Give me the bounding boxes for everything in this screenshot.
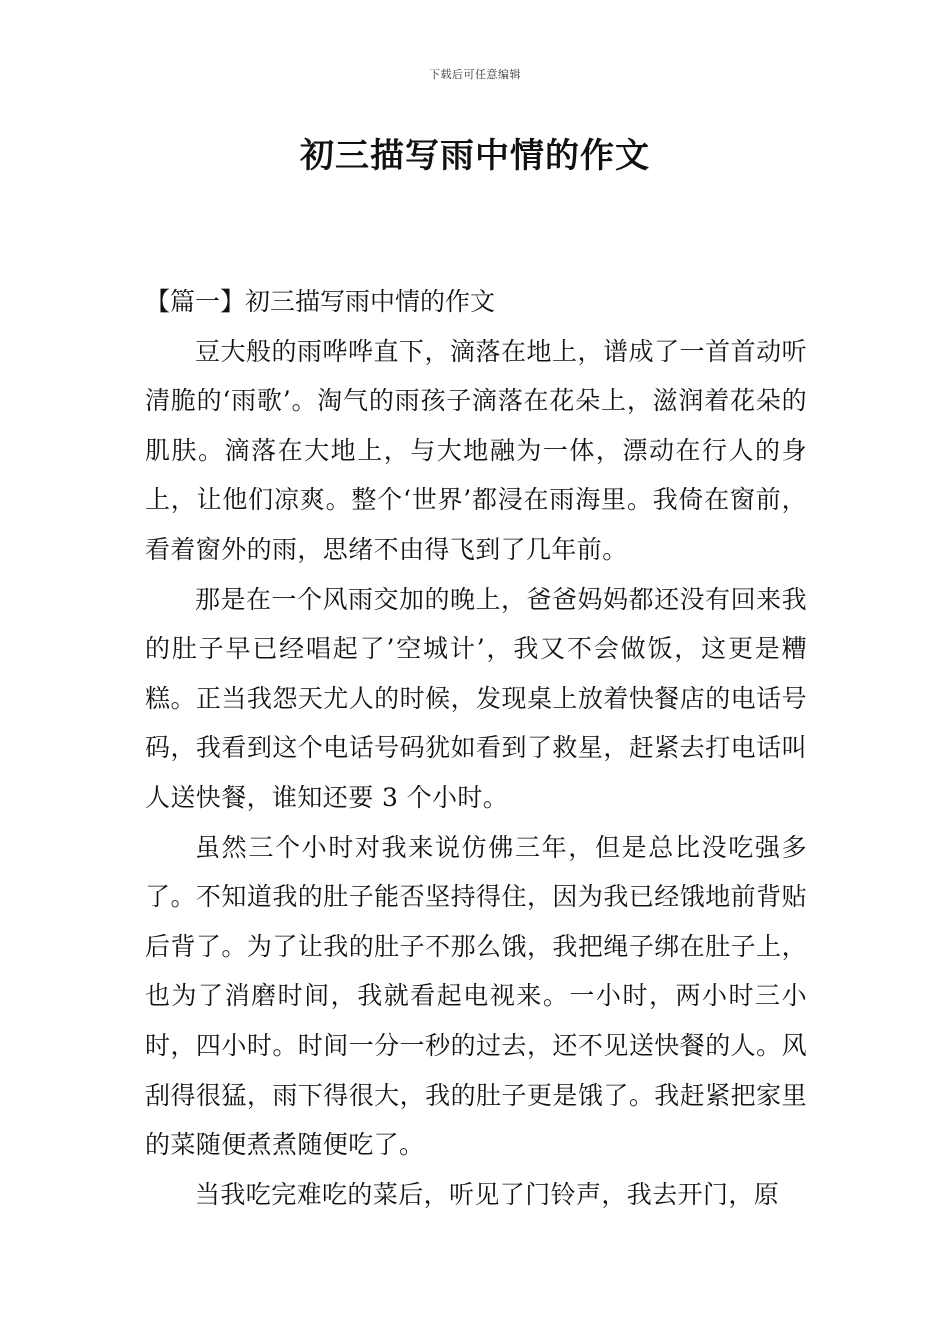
section-heading: 【篇一】初三描写雨中情的作文 bbox=[145, 287, 496, 316]
header-note: 下载后可任意编辑 bbox=[429, 68, 521, 81]
document-title: 初三描写雨中情的作文 bbox=[300, 136, 650, 176]
paragraph: 虽然三个小时对我来说仿佛三年，但是总比没吃强多了。不知道我的肚子能否坚持得住，因为我已经饿地前背贴后背了。为了让我的肚子不那么饿，我把绳子绑在肚子上，也为了消磨时间，我就看起电视来。一小时，两小时三小时，四小时。时间一分一秒的过去，还不见送快餐的人。风刮得很猛，雨下得很大，我的肚子更是饿了。我赶紧把家里的菜随便煮煮随便吃了。 bbox=[145, 832, 807, 1160]
paragraph: 当我吃完难吃的菜后，听见了门铃声，我去开门，原 bbox=[195, 1179, 780, 1209]
paragraph: 那是在一个风雨交加的晚上，爸爸妈妈都还没有回来我的肚子早已经唱起了’空城计’，我又不会做饭，这更是糟糕。正当我怨天尤人的时候，发现桌上放着快餐店的电话号码，我看到这个电话号码犹如看到了救星，赶紧去打电话叫人送快餐，谁知还要 3 个小时。 bbox=[145, 584, 807, 812]
paragraph: 豆大般的雨哗哗直下，滴落在地上，谱成了一首首动听清脆的‘雨歌’。淘气的雨孩子滴落在花朵上，滋润着花朵的肌肤。滴落在大地上，与大地融为一体，漂动在行人的身上，让他们凉爽。整个‘世界’都浸在雨海里。我倚在窗前，看着窗外的雨，思绪不由得飞到了几年前。 bbox=[145, 336, 807, 564]
document-body bbox=[145, 277, 807, 1219]
